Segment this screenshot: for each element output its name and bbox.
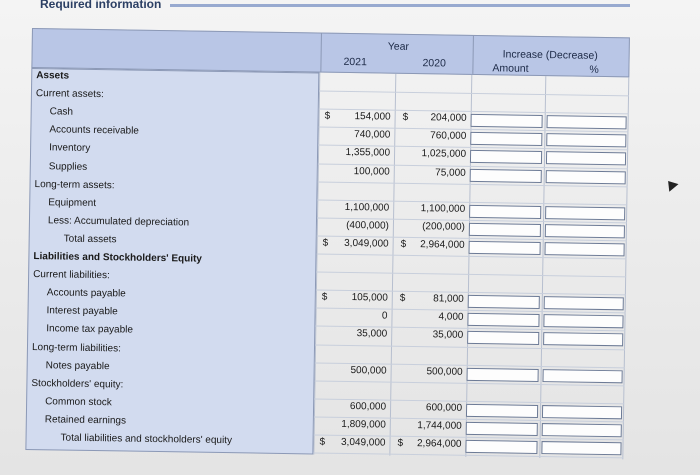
row-label: Accounts payable	[46, 287, 126, 300]
value-2021: 35,000	[356, 328, 388, 341]
dollar-sign: $	[322, 237, 329, 249]
percent-input[interactable]	[543, 369, 623, 383]
heading-rule	[170, 4, 630, 7]
row-label: Long-term liabilities:	[31, 341, 122, 354]
row-label: Interest payable	[46, 305, 118, 318]
percent-input[interactable]	[546, 151, 626, 165]
mouse-pointer-icon	[664, 177, 679, 192]
row-label: Income tax payable	[46, 323, 134, 337]
row-label: Equipment	[48, 196, 97, 209]
comparative-balance-sheet-table	[25, 28, 632, 457]
percent-input[interactable]	[546, 170, 626, 184]
value-2021: 600,000	[349, 400, 387, 413]
row-label: Total liabilities and stockholders' equity	[60, 432, 233, 447]
value-2021: (400,000)	[346, 219, 390, 232]
percent-input[interactable]	[541, 441, 621, 455]
value-2021: 1,100,000	[344, 201, 390, 214]
dollar-sign: $	[319, 436, 326, 448]
value-2021: 1,355,000	[345, 147, 391, 160]
amount-input[interactable]	[465, 440, 537, 454]
row-label: Cash	[49, 106, 74, 118]
year-2020-header: 2020	[422, 57, 446, 70]
value-2020: 1,025,000	[421, 148, 467, 161]
row-label: Inventory	[49, 142, 91, 155]
percent-input[interactable]	[542, 423, 622, 437]
row-label: Liabilities and Stockholders' Equity	[33, 251, 203, 265]
amount-input[interactable]	[469, 241, 541, 255]
amount-input[interactable]	[470, 114, 542, 128]
amount-input[interactable]	[467, 367, 539, 381]
dollar-sign: $	[397, 437, 404, 449]
row-label: Supplies	[48, 160, 88, 173]
dollar-sign: $	[324, 110, 331, 122]
percent-input[interactable]	[543, 332, 623, 346]
row-label: Accounts receivable	[49, 124, 139, 137]
row-label: Stockholders' equity:	[31, 377, 124, 391]
row-divider	[316, 272, 626, 278]
row-label: Long-term assets:	[34, 178, 115, 191]
value-2021: 740,000	[354, 129, 391, 141]
amount-input[interactable]	[468, 295, 540, 309]
value-2020: 2,964,000	[420, 239, 465, 251]
percent-input[interactable]	[545, 206, 625, 220]
dollar-sign: $	[400, 238, 407, 250]
percent-input[interactable]	[542, 405, 622, 419]
row-label: Current assets:	[35, 88, 104, 101]
value-2020: 1,744,000	[417, 419, 462, 432]
value-2020: (200,000)	[422, 220, 466, 233]
percent-input[interactable]	[546, 133, 626, 147]
row-label: Assets	[36, 70, 70, 82]
value-2020: 75,000	[435, 166, 466, 179]
percent-input[interactable]	[546, 115, 626, 129]
row-label: Current liabilities:	[33, 269, 110, 282]
amount-input[interactable]	[470, 132, 542, 146]
value-2021: 100,000	[353, 165, 390, 178]
year-2021-header: 2021	[343, 55, 367, 69]
value-2021: 500,000	[350, 364, 387, 377]
amount-input[interactable]	[467, 313, 539, 327]
amount-input[interactable]	[466, 422, 538, 436]
row-divider	[319, 91, 629, 97]
value-2021: 0	[381, 310, 388, 322]
amount-input[interactable]	[466, 404, 538, 418]
header-divider	[472, 36, 474, 74]
value-2020: 35,000	[432, 329, 464, 342]
value-2021: 3,049,000	[344, 237, 389, 250]
percent-input[interactable]	[544, 296, 624, 310]
dollar-sign: $	[321, 291, 328, 303]
value-2020: 760,000	[430, 130, 467, 143]
increase-decrease-header: Increase (Decrease)	[502, 48, 598, 62]
row-label: Total assets	[63, 233, 117, 246]
percent-input[interactable]	[543, 314, 623, 328]
year-header: Year	[387, 40, 410, 53]
row-label: Less: Accumulated depreciation	[47, 215, 190, 229]
value-2020: 500,000	[426, 365, 463, 378]
percent-input[interactable]	[544, 242, 624, 256]
row-label: Common stock	[45, 396, 112, 409]
value-2021: 1,809,000	[341, 418, 386, 431]
value-2020: 600,000	[425, 402, 463, 414]
amount-input[interactable]	[469, 223, 541, 237]
amount-input[interactable]	[467, 331, 539, 345]
amount-input[interactable]	[469, 205, 541, 219]
row-label: Retained earnings	[44, 414, 127, 427]
value-2020: 81,000	[433, 293, 464, 306]
percent-header: %	[589, 63, 599, 76]
section-heading: Required information	[40, 0, 162, 11]
amount-input[interactable]	[470, 150, 542, 164]
amount-input[interactable]	[470, 168, 542, 182]
header-divider	[320, 34, 322, 72]
percent-input[interactable]	[545, 224, 625, 238]
row-label: Notes payable	[45, 359, 110, 372]
value-2021: 154,000	[354, 111, 391, 123]
value-2021: 105,000	[351, 292, 388, 304]
dollar-sign: $	[402, 112, 409, 124]
value-2020: 4,000	[438, 311, 464, 324]
value-2021: 3,049,000	[340, 436, 386, 449]
value-2020: 1,100,000	[420, 202, 466, 215]
dollar-sign: $	[399, 292, 406, 305]
value-2020: 2,964,000	[416, 438, 462, 450]
amount-header: Amount	[492, 62, 529, 75]
value-2020: 204,000	[430, 112, 467, 125]
